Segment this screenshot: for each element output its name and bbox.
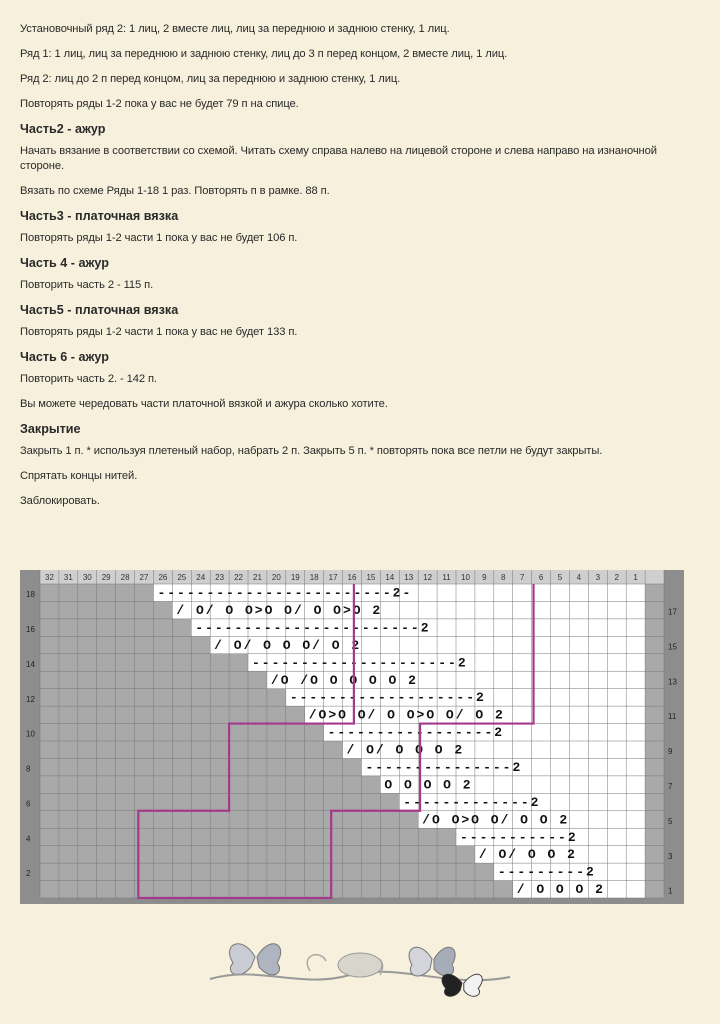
section-heading: Часть2 - ажур (20, 122, 106, 136)
column-number: 9 (482, 573, 487, 582)
pattern-text (20, 22, 700, 519)
paragraph: Повторить часть 2. - 142 п. (20, 373, 157, 385)
chart-row-symbols: / O/ O O>O O/ O O>O 2 (176, 603, 383, 619)
chart-row-symbols: ---------2 (497, 864, 596, 880)
row-number-left: 16 (26, 624, 35, 634)
section-heading: Часть 4 - ажур (20, 256, 109, 270)
paragraph: Начать вязание в соответствии со схемой. Читать схему справа налево на лицевой стороне и слева направо на изнаночной стороне. (20, 145, 657, 172)
column-number: 25 (177, 573, 187, 582)
row-number-right: 1 (668, 886, 673, 896)
row-number-left: 10 (26, 729, 35, 739)
column-number: 8 (501, 573, 506, 582)
chart-row-symbols: / O O O 2 (516, 882, 605, 898)
row-number-left: 14 (26, 659, 35, 669)
section-heading: Часть3 - платочная вязка (20, 209, 179, 223)
butterfly-icon (230, 944, 281, 975)
chart-row-symbols: -------------2 (403, 794, 541, 810)
chart-row-symbols: ---------------2 (365, 760, 523, 776)
row-number-left: 4 (26, 834, 31, 844)
paragraph: Повторять ряды 1-2 части 1 пока у вас не будет 106 п. (20, 232, 298, 244)
knitting-chart (20, 570, 684, 904)
paragraph: Ряд 2: лиц до 2 п перед концом, лиц за переднюю и заднюю стенку, 1 лиц. (20, 73, 401, 85)
column-number: 19 (290, 573, 300, 582)
row-number-left: 2 (26, 869, 31, 879)
column-number: 13 (404, 573, 414, 582)
paragraph: Установочный ряд 2: 1 лиц, 2 вместе лиц, лиц за переднюю и заднюю стенку, 1 лиц. (20, 23, 450, 35)
column-number: 32 (45, 573, 54, 582)
chart-row-symbols: -----------------2 (327, 725, 505, 741)
chart-row-symbols: -----------------------2 (195, 620, 431, 636)
paragraph: Вязать по схеме Ряды 1-18 1 раз. Повторять п в рамке. 88 п. (20, 185, 330, 197)
column-number: 4 (576, 573, 582, 582)
column-number: 12 (423, 573, 433, 582)
chart-row-symbols: O O O O 2 (384, 777, 473, 793)
row-number-right: 15 (668, 642, 677, 652)
column-number: 3 (595, 573, 601, 582)
chart-row-symbols: / O/ O O O/ O 2 (214, 637, 362, 653)
paragraph: Повторять ряды 1-2 части 1 пока у вас не будет 133 п. (20, 326, 298, 338)
row-number-left: 12 (26, 694, 35, 704)
column-number: 21 (253, 573, 262, 582)
butterfly-decoration (200, 935, 520, 1005)
column-number: 30 (82, 573, 92, 582)
chart-row-symbols: ---------------------2 (252, 655, 468, 671)
chart-row-symbols: /O /O O O O O 2 (270, 672, 418, 688)
column-number: 28 (120, 573, 130, 582)
row-number-left: 6 (26, 799, 31, 809)
column-number: 17 (328, 573, 338, 582)
paragraph: Закрыть 1 п. * используя плетеный набор, набрать 2 п. Закрыть 5 п. * повторять пока все петли не будут закрыты. (20, 445, 603, 457)
column-number: 10 (461, 573, 470, 582)
column-number: 22 (234, 573, 243, 582)
column-number: 20 (271, 573, 281, 582)
paragraph: Спрятать концы нитей. (20, 470, 138, 482)
column-number: 31 (63, 573, 73, 582)
paragraph: Вы можете чередовать части платочной вязкой и ажура сколько хотите. (20, 398, 388, 410)
row-number-left: 18 (26, 590, 35, 600)
column-number: 5 (557, 573, 563, 582)
column-number: 18 (309, 573, 319, 582)
column-number: 29 (101, 573, 111, 582)
row-number-right: 5 (668, 816, 673, 826)
row-number-left: 8 (26, 764, 31, 774)
column-number: 2 (614, 573, 619, 582)
row-number-right: 9 (668, 747, 673, 757)
column-number: 24 (196, 573, 206, 582)
paragraph: Ряд 1: 1 лиц, лиц за переднюю и заднюю стенку, лиц до 3 п перед концом, 2 вместе лиц, 1 лиц. (20, 48, 508, 60)
column-number: 11 (442, 573, 451, 582)
chart-row-symbols: / O/ O O O 2 (346, 742, 465, 758)
paragraph: Заблокировать. (20, 495, 100, 507)
chart-row-symbols: /O>O O/ O O>O O/ O 2 (308, 707, 505, 723)
chart-row-symbols: -----------2 (460, 829, 578, 845)
column-number: 6 (538, 573, 544, 582)
chart-row-symbols: -------------------2 (289, 690, 486, 706)
paragraph: Повторять ряды 1-2 пока у вас не будет 79 п на спице. (20, 98, 299, 110)
row-number-right: 17 (668, 607, 677, 617)
section-heading: Часть 6 - ажур (20, 350, 109, 364)
section-heading: Закрытие (20, 422, 81, 436)
paragraph: Повторить часть 2 - 115 п. (20, 279, 154, 291)
knitting-chart-svg (20, 570, 684, 904)
row-number-right: 7 (668, 781, 673, 791)
section-heading: Часть5 - платочная вязка (20, 303, 179, 317)
chart-row-symbols: /O O>O O/ O O 2 (422, 812, 570, 828)
chart-row-symbols: ------------------------2- (157, 585, 413, 601)
row-number-right: 3 (668, 851, 673, 861)
row-number-right: 11 (668, 712, 677, 722)
butterfly-icon (442, 974, 482, 996)
column-number: 14 (385, 573, 395, 582)
column-number: 27 (139, 573, 149, 582)
row-number-right: 13 (668, 677, 677, 687)
column-number: 15 (366, 573, 376, 582)
column-number: 16 (347, 573, 357, 582)
column-number: 7 (519, 573, 525, 582)
butterfly-icon (409, 947, 455, 976)
column-number: 23 (215, 573, 225, 582)
column-number: 1 (633, 573, 638, 582)
column-number: 26 (158, 573, 168, 582)
chart-row-symbols: / O/ O O 2 (478, 847, 577, 863)
